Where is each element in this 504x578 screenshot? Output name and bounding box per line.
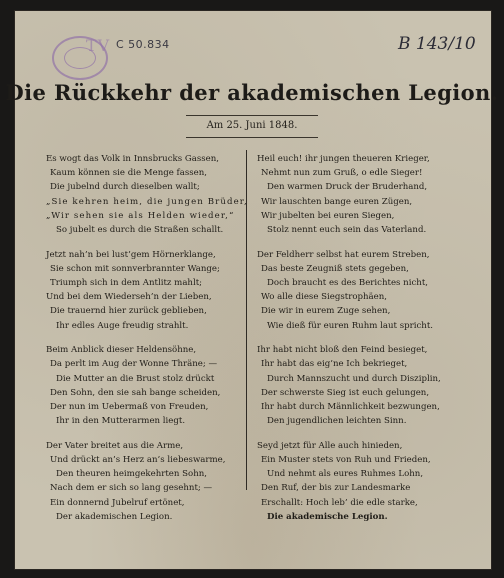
stanza (46, 152, 246, 237)
stanza (46, 439, 246, 524)
poem-line: Der Feldherr selbst hat eurem Streben, (257, 249, 430, 260)
stanza (257, 248, 457, 333)
poem-line: Ihr habt nicht bloß den Feind besieget, (257, 345, 428, 356)
poem-line: Der nun im Uebermaß von Freuden, (50, 402, 209, 412)
poem-line: Ihr in den Mutterarmen liegt. (56, 416, 186, 427)
poem-line: Die jubelnd durch dieselben wallt; (50, 182, 200, 193)
stanza (46, 248, 246, 333)
poem-line: Nach dem er sich so lang gesehnt; — (50, 483, 213, 494)
poem-line: Ihr habt das eig’ne Ich bekrieget, (261, 359, 408, 370)
poem-line: Wir jubelten bei euren Siegen, (261, 210, 395, 221)
poem-line: Durch Mannszucht und durch Disziplin, (267, 373, 441, 384)
poem-line: Es wogt das Volk in Innsbrucks Gassen, (46, 154, 220, 164)
poem-line: Den Sohn, den sie sah bange scheiden, (50, 387, 221, 398)
poem-line: „Sie kehren heim, die jungen Brüder, (46, 196, 248, 207)
poem-line: Und nehmt als eures Ruhmes Lohn, (267, 469, 424, 480)
poem-line: „Wir sehen sie als Helden wieder,“ (46, 210, 235, 221)
stanza (46, 343, 246, 428)
poem-line: Den warmen Druck der Bruderhand, (267, 182, 428, 193)
poem-line: Wo alle diese Siegstrophäen, (261, 292, 388, 303)
poem-line: Wir lauschten bange euren Zügen, (261, 196, 413, 207)
shelfmark-note: C 50.834 (116, 38, 170, 51)
poem-line: Beim Anblick dieser Heldensöhne, (46, 345, 197, 356)
poem-line: Ihr edles Auge freudig strahlt. (56, 320, 189, 331)
poem-line: Ein Muster stets von Ruh und Frieden, (261, 455, 431, 466)
poem-line: Den theuren heimgekehrten Sohn, (56, 469, 208, 480)
poem-column-left (46, 152, 246, 535)
poem-line: Das beste Zeugniß stets gegeben, (261, 263, 409, 274)
document-date: Am 25. Juni 1848. (206, 120, 298, 131)
poem-line: Die wir in eurem Zuge sehen, (261, 306, 391, 317)
poem-line: Kaum können sie die Menge fassen, (50, 168, 208, 179)
title-rule-top (186, 115, 318, 116)
stanza (257, 152, 457, 237)
poem-line: Die akademische Legion. (267, 511, 388, 522)
poem-line: Der schwerste Sieg ist euch gelungen, (261, 387, 430, 398)
poem-line: Wie dieß für euren Ruhm laut spricht. (267, 320, 434, 331)
poem-column-right (257, 152, 457, 535)
poem-line: Nehmt nun zum Gruß, o edle Sieger! (261, 168, 423, 179)
poem-line: Doch braucht es des Berichtes nicht, (267, 278, 429, 288)
title-rule-bottom (186, 137, 318, 138)
poem-line: Triumph sich in dem Antlitz mahlt; (50, 278, 203, 288)
poem-line: Und drückt an’s Herz an’s liebeswarme, (50, 455, 226, 466)
stamp-mark: TV (86, 36, 111, 55)
poem-line: Seyd jetzt für Alle auch hinieden, (257, 440, 403, 451)
poem-line: Ihr habt durch Männlichkeit bezwungen, (261, 402, 440, 412)
poem-line: Stolz nennt euch sein das Vaterland. (267, 224, 427, 235)
document-title: Die Rückkehr der akademischen Legion. (5, 80, 499, 105)
poem-line: Jetzt nah’n bei lust’gem Hörnerklange, (46, 249, 216, 260)
call-number-note: B 143/10 (398, 34, 476, 54)
poem-line: Da perlt im Aug der Wonne Thräne; — (50, 359, 218, 370)
poem-line: Die trauernd hier zurück geblieben, (50, 306, 207, 317)
stanza (257, 439, 457, 524)
poem-line: Der akademischen Legion. (56, 511, 173, 522)
poem-line: Erschallt: Hoch leb’ die edle starke, (261, 497, 418, 508)
poem-line: Den jugendlichen leichten Sinn. (267, 416, 407, 427)
poem-line: Ein donnernd Jubelruf ertönet, (50, 497, 185, 508)
poem-line: Die Mutter an die Brust stolz drückt (56, 373, 215, 384)
poem-line: Sie schon mit sonnverbrannter Wange; (50, 263, 220, 274)
poem-line: Und bei dem Wiederseh’n der Lieben, (46, 292, 212, 303)
stanza (257, 343, 457, 428)
poem-line: Heil euch! ihr jungen theueren Krieger, (257, 154, 430, 164)
poem-line: Den Ruf, der bis zur Landesmarke (261, 483, 411, 494)
poem-line: So jubelt es durch die Straßen schallt. (56, 224, 224, 235)
poem-line: Der Vater breitet aus die Arme, (46, 440, 184, 451)
